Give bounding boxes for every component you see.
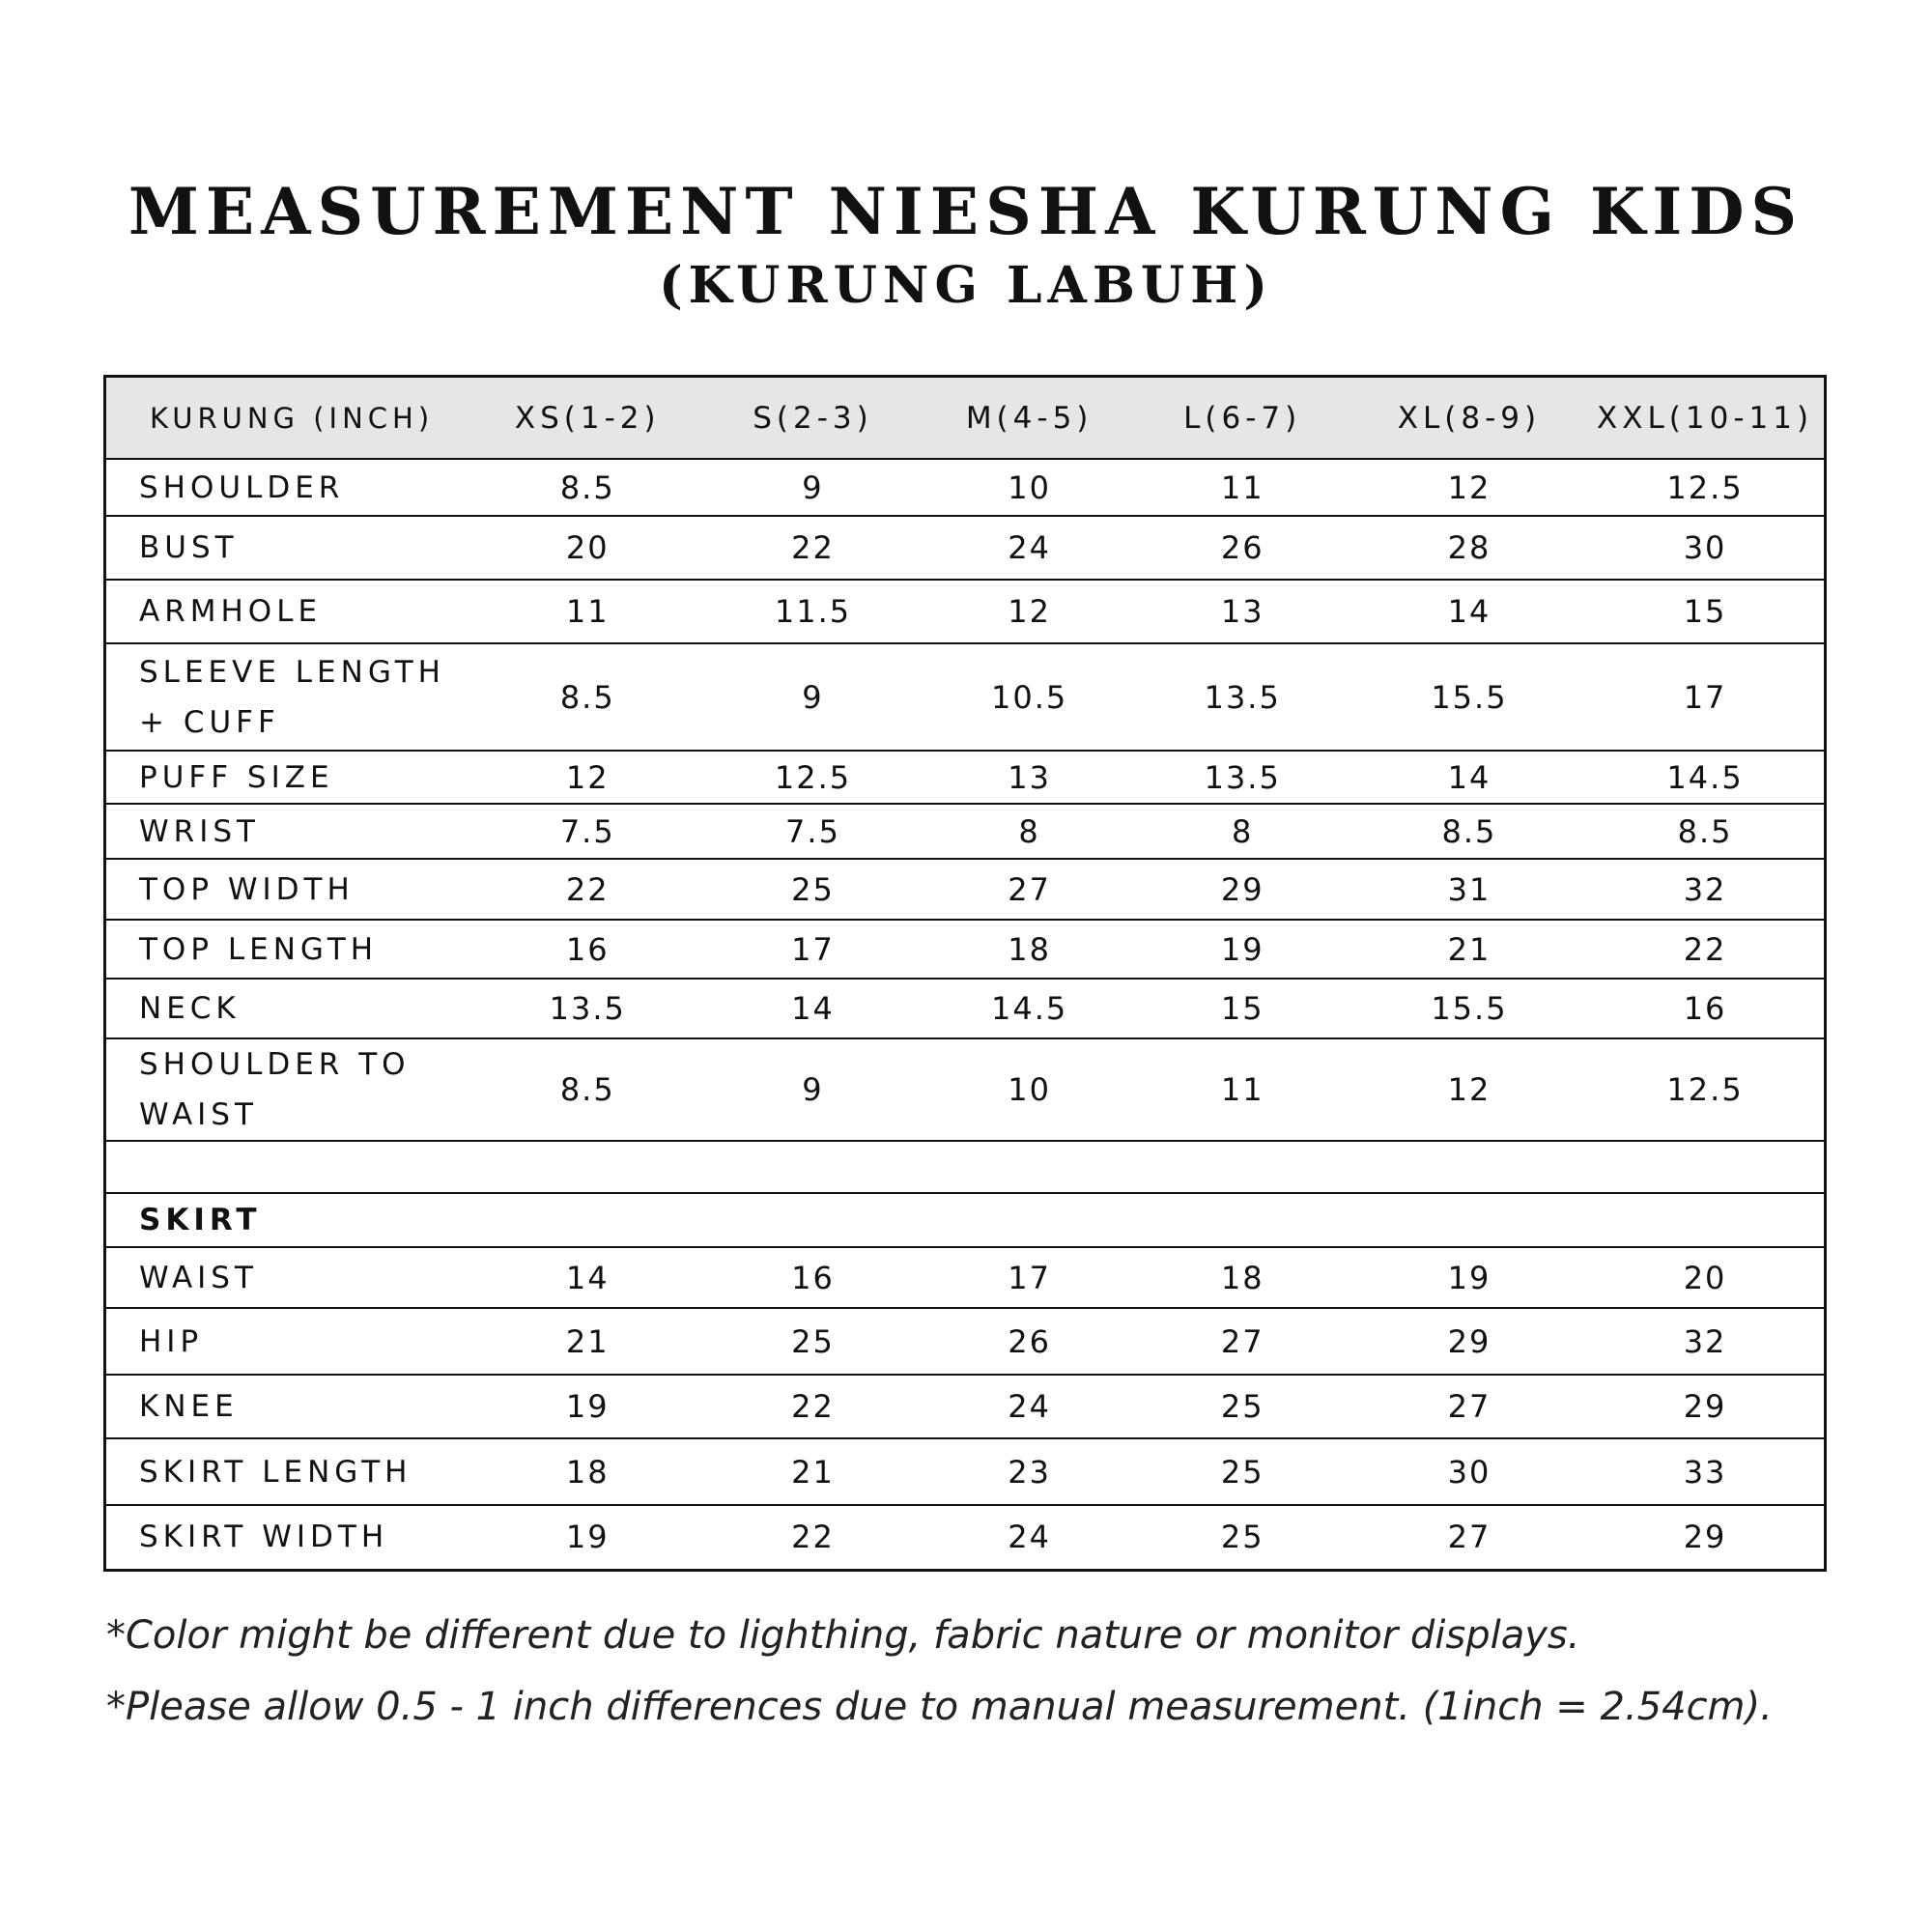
table-row [105,1247,1826,1308]
table-cell: 10 [926,1038,1133,1141]
table-cell [1586,1141,1825,1193]
table-cell: 7.5 [475,804,699,859]
footnote-measurement: *Please allow 0.5 - 1 inch differences due to manual measurement. (1inch = 2.54cm). [106,1685,1773,1729]
table-cell: 32 [1586,859,1825,920]
table-row [105,580,1826,643]
row-label: SKIRT LENGTH [105,1438,476,1505]
row-label [105,1141,476,1193]
table-cell: 26 [926,1308,1133,1375]
row-label: SHOULDER TO WAIST [105,1038,476,1141]
table-cell: 15 [1586,580,1825,643]
table-row [105,804,1826,859]
table-cell: 30 [1352,1438,1586,1505]
table-cell [699,1141,925,1193]
table-row [105,1193,1826,1247]
table-cell: 29 [1586,1505,1825,1570]
page-subtitle: (KURUNG LABUH) [659,256,1273,315]
table-cell: 12.5 [1586,459,1825,516]
table-cell: 27 [1133,1308,1352,1375]
table-cell: 15.5 [1352,643,1586,751]
table-cell: 13.5 [1133,643,1352,751]
table-cell: 9 [699,643,925,751]
table-cell [1586,1193,1825,1247]
table-cell: 25 [699,859,925,920]
table-cell: 32 [1586,1308,1825,1375]
table-cell: 22 [699,1505,925,1570]
table-cell: 8.5 [1352,804,1586,859]
table-cell: 11 [1133,1038,1352,1141]
table-cell: 23 [926,1438,1133,1505]
table-cell: 25 [699,1308,925,1375]
table-cell [926,1141,1133,1193]
table-cell: 21 [475,1308,699,1375]
table-cell: 8 [1133,804,1352,859]
row-label: SHOULDER [105,459,476,516]
table-cell: 11 [1133,459,1352,516]
table-cell: 7.5 [699,804,925,859]
table-cell: 10 [926,459,1133,516]
table-cell: 16 [475,920,699,979]
table-cell: 24 [926,1505,1133,1570]
table-cell: 19 [475,1505,699,1570]
footnote-color: *Color might be different due to lighthing, fabric nature or monitor displays. [106,1613,1580,1658]
table-cell: 11 [475,580,699,643]
table-cell: 14 [1352,580,1586,643]
table-row [105,920,1826,979]
table-cell: 19 [1133,920,1352,979]
row-label: TOP WIDTH [105,859,476,920]
table-cell: 21 [699,1438,925,1505]
column-header-measurement: KURUNG (INCH) [105,377,476,460]
table-row [105,1141,1826,1193]
row-label: WRIST [105,804,476,859]
table-cell: 25 [1133,1438,1352,1505]
table-cell: 8.5 [475,459,699,516]
row-label: KNEE [105,1375,476,1438]
table-cell: 29 [1586,1375,1825,1438]
table-cell: 26 [1133,516,1352,580]
table-cell: 14.5 [1586,751,1825,804]
table-row [105,1438,1826,1505]
row-label: HIP [105,1308,476,1375]
table-header-row [105,377,1826,460]
table-cell: 30 [1586,516,1825,580]
table-cell [1133,1193,1352,1247]
table-cell [1133,1141,1352,1193]
table-cell: 22 [475,859,699,920]
table-cell [926,1193,1133,1247]
table-cell: 12 [1352,1038,1586,1141]
table-cell: 17 [699,920,925,979]
table-cell: 24 [926,516,1133,580]
table-cell: 25 [1133,1375,1352,1438]
table-cell: 12.5 [699,751,925,804]
table-cell: 19 [475,1375,699,1438]
column-header-size: XL(8-9) [1352,377,1586,460]
column-header-size: XXL(10-11) [1586,377,1825,460]
table-cell: 14 [699,979,925,1038]
row-label: NECK [105,979,476,1038]
table-row [105,459,1826,516]
table-row [105,516,1826,580]
table-cell: 8.5 [475,643,699,751]
row-label: SKIRT WIDTH [105,1505,476,1570]
table-cell [699,1193,925,1247]
row-label: TOP LENGTH [105,920,476,979]
table-cell: 15.5 [1352,979,1586,1038]
table-cell: 18 [1133,1247,1352,1308]
table-cell: 18 [475,1438,699,1505]
table-cell: 22 [1586,920,1825,979]
table-row [105,751,1826,804]
size-chart-table [103,375,1827,1572]
table-cell: 29 [1352,1308,1586,1375]
column-header-size: XS(1-2) [475,377,699,460]
table-cell: 13.5 [475,979,699,1038]
table-cell: 17 [1586,643,1825,751]
row-label: ARMHOLE [105,580,476,643]
table-cell: 20 [475,516,699,580]
table-cell: 27 [1352,1505,1586,1570]
table-row [105,979,1826,1038]
table-cell: 14 [475,1247,699,1308]
table-cell: 21 [1352,920,1586,979]
table-row [105,1308,1826,1375]
footnotes [106,1613,1845,1756]
table-body [105,459,1826,1570]
table-cell: 25 [1133,1505,1352,1570]
table-cell [1352,1141,1586,1193]
table-cell [475,1193,699,1247]
table-cell: 16 [699,1247,925,1308]
table-cell: 19 [1352,1247,1586,1308]
table-cell: 13.5 [1133,751,1352,804]
table-cell: 9 [699,459,925,516]
table-cell: 14.5 [926,979,1133,1038]
table-row [105,643,1826,751]
column-header-size: M(4-5) [926,377,1133,460]
table-cell: 20 [1586,1247,1825,1308]
table-cell: 22 [699,1375,925,1438]
row-label: BUST [105,516,476,580]
table-cell: 17 [926,1247,1133,1308]
table-cell: 9 [699,1038,925,1141]
table-cell: 24 [926,1375,1133,1438]
table-cell: 8.5 [1586,804,1825,859]
row-label: PUFF SIZE [105,751,476,804]
table-cell: 8 [926,804,1133,859]
table-cell: 31 [1352,859,1586,920]
table-cell: 13 [1133,580,1352,643]
table-cell: 11.5 [699,580,925,643]
table-cell: 27 [926,859,1133,920]
column-header-size: L(6-7) [1133,377,1352,460]
table-cell: 13 [926,751,1133,804]
page-title: MEASUREMENT NIESHA KURUNG KIDS [128,174,1804,249]
table-cell: 29 [1133,859,1352,920]
table-cell: 22 [699,516,925,580]
row-label: SLEEVE LENGTH + CUFF [105,643,476,751]
table-cell: 12 [926,580,1133,643]
table-cell: 12 [1352,459,1586,516]
table-cell: 15 [1133,979,1352,1038]
table-row [105,859,1826,920]
table-cell [1352,1193,1586,1247]
table-cell: 10.5 [926,643,1133,751]
table-cell: 8.5 [475,1038,699,1141]
table-cell: 16 [1586,979,1825,1038]
table-cell: 12 [475,751,699,804]
column-header-size: S(2-3) [699,377,925,460]
table-cell: 27 [1352,1375,1586,1438]
table-cell: 18 [926,920,1133,979]
table-row [105,1505,1826,1570]
table-cell: 33 [1586,1438,1825,1505]
table-cell: 14 [1352,751,1586,804]
table-cell [475,1141,699,1193]
table-row [105,1375,1826,1438]
row-label: WAIST [105,1247,476,1308]
table-row [105,1038,1826,1141]
table-cell: 12.5 [1586,1038,1825,1141]
section-heading: SKIRT [105,1193,476,1247]
table-cell: 28 [1352,516,1586,580]
